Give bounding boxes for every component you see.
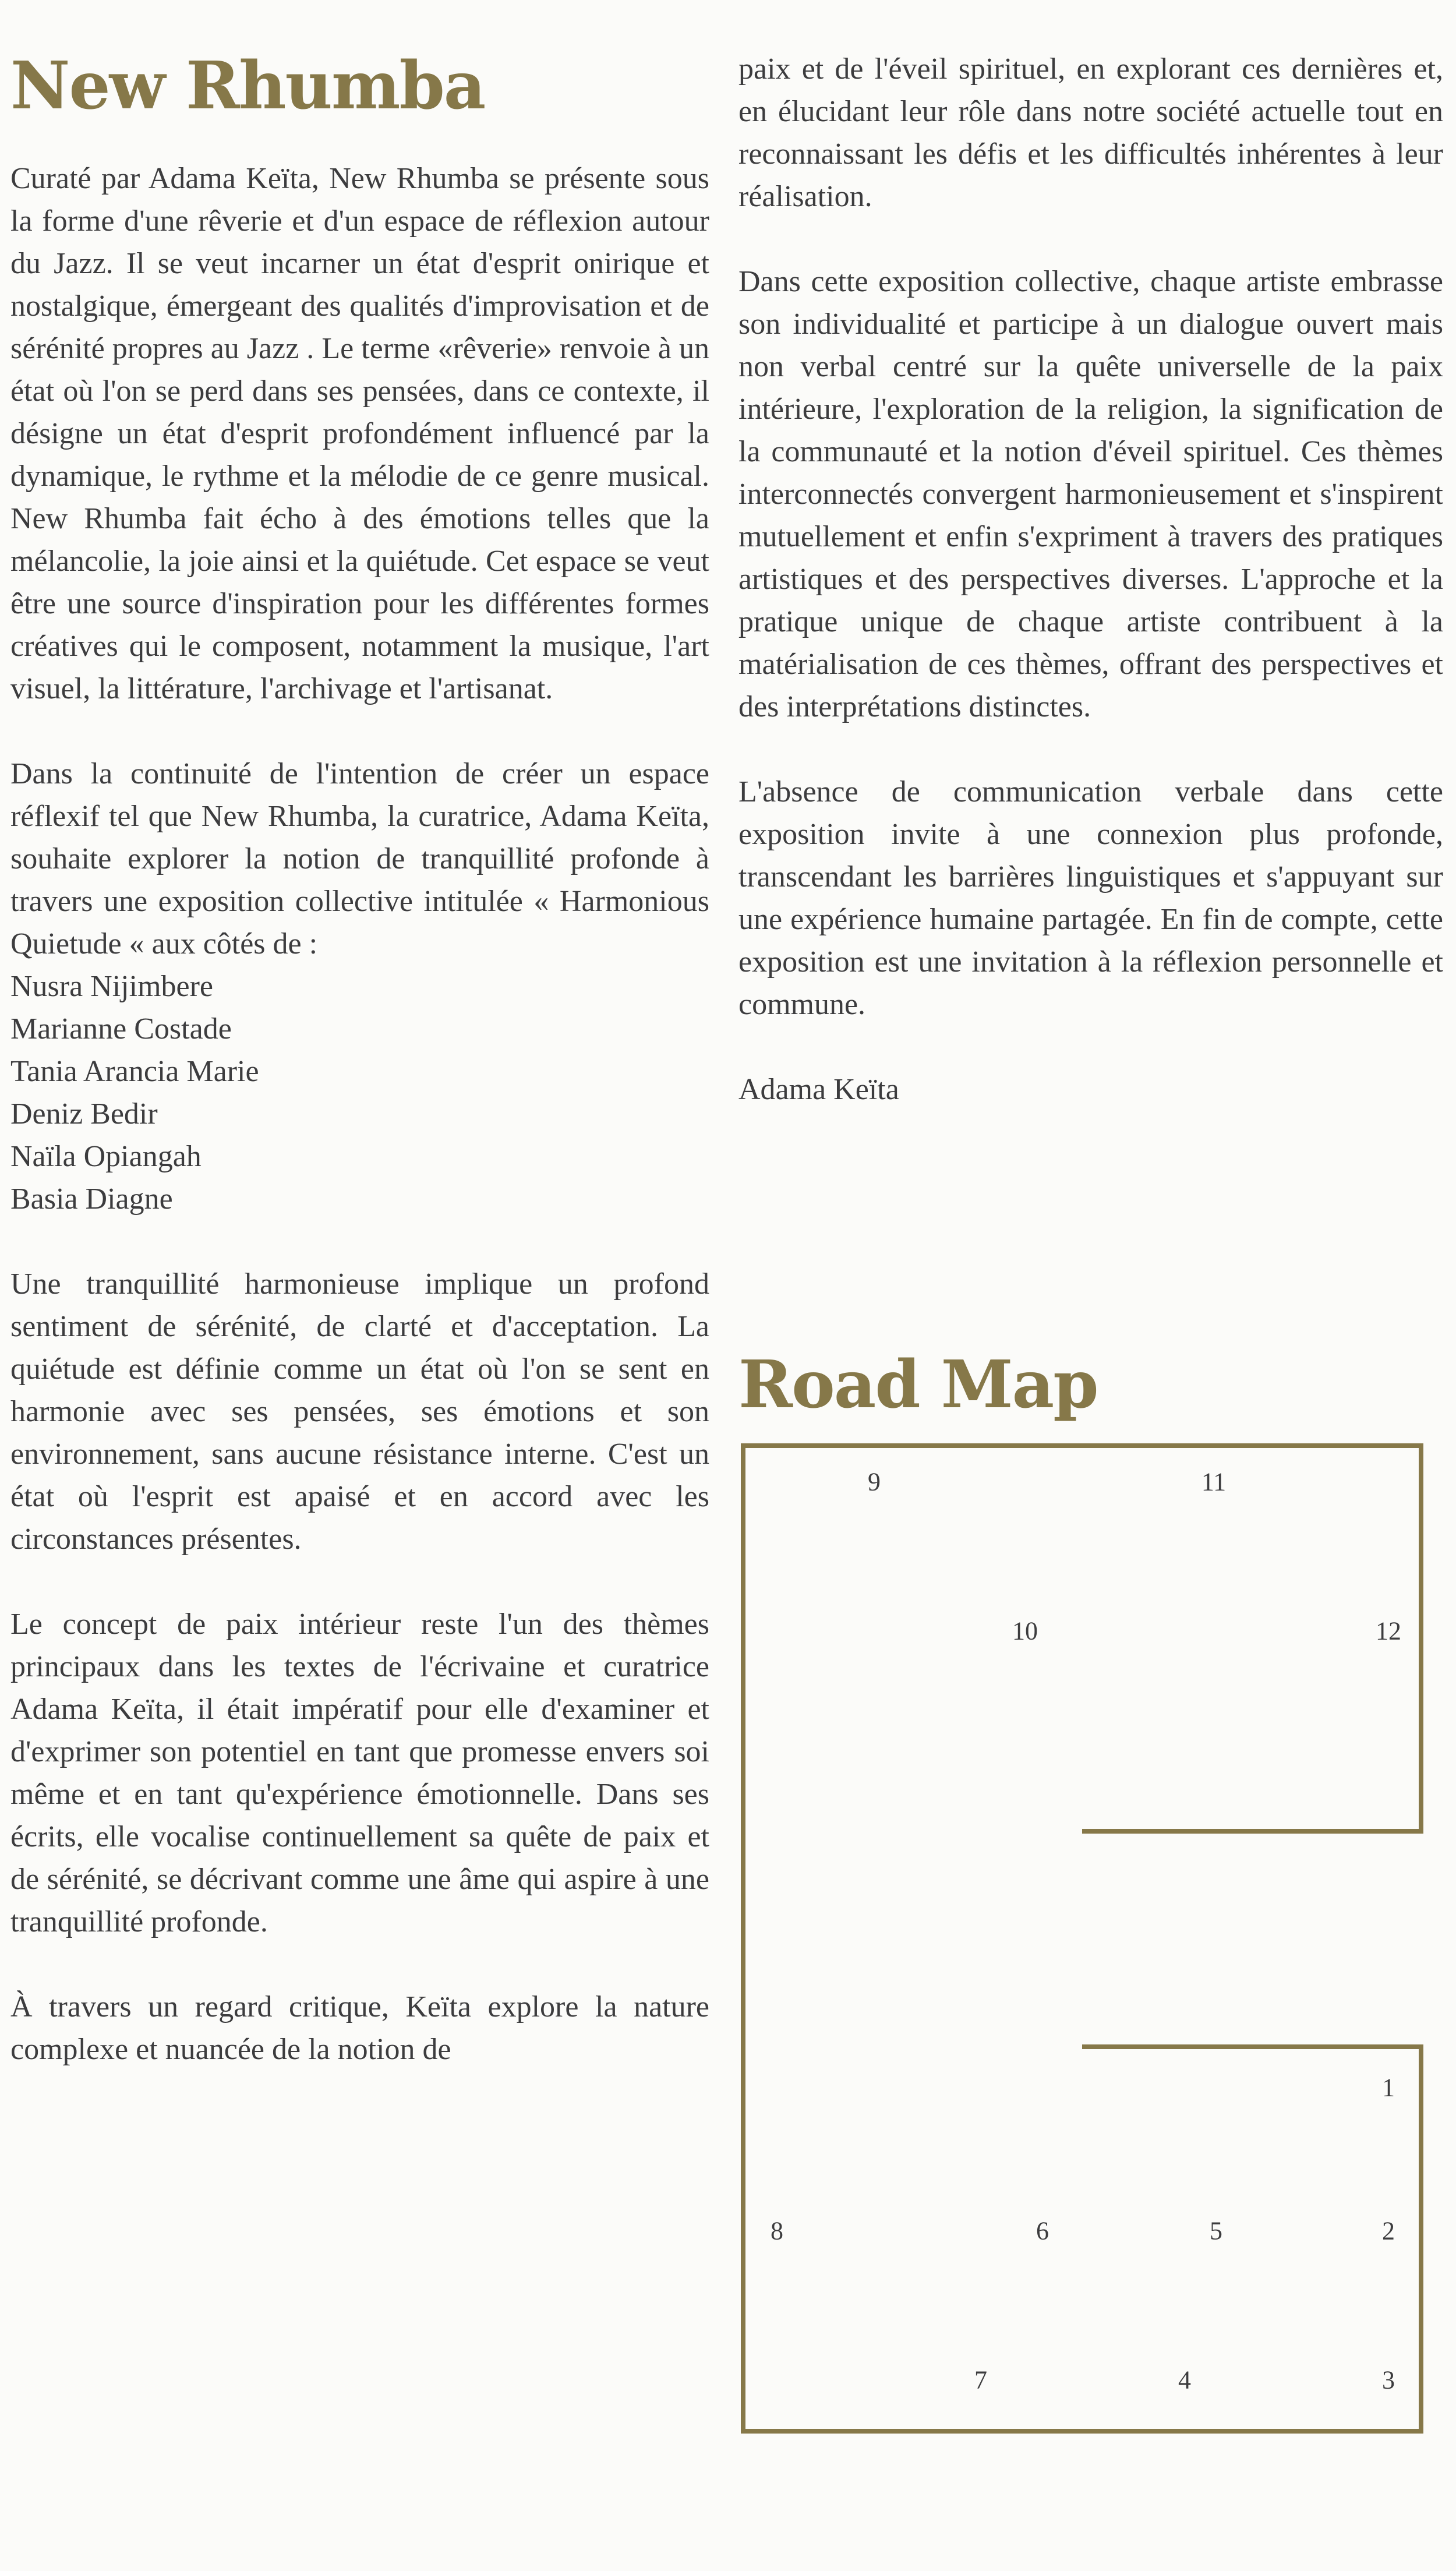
- communication-paragraph: L'absence de communication verbale dans cette exposition invite à une connexion plus profonde, transcendant les barrières linguistiques et s'appuyant sur une expérience humaine partagée. En fin de compte, cette exposition est une invitation à la réflexion personnelle et commune.: [738, 775, 1443, 1021]
- page-title: New Rhumba: [10, 48, 485, 124]
- artist-name: Marianne Costade: [10, 1012, 232, 1046]
- map-stop-1: 1: [1382, 2073, 1395, 2102]
- map-stop-7: 7: [974, 2365, 987, 2395]
- map-stop-3: 3: [1382, 2365, 1395, 2395]
- artist-name: Tania Arancia Marie: [10, 1055, 259, 1088]
- artist-name: Nusra Nijimbere: [10, 970, 214, 1003]
- inner-peace-paragraph: Le concept de paix intérieur reste l'un des thèmes principaux dans les textes de l'écrivaine et curatrice Adama Keïta, il était impératif pour elle d'examiner et d'exprimer son potentiel en tant que promesse envers soi même et en tant qu'expérience émotionnelle. Dans ses écrits, elle vocalise continuellement sa quête de paix et de sérénité, se décrivant comme une âme qui aspire à une tranquillité profonde.: [10, 1608, 709, 1938]
- map-stop-9: 9: [868, 1467, 881, 1496]
- map-stop-11: 11: [1201, 1467, 1227, 1496]
- map-stop-4: 4: [1178, 2365, 1191, 2395]
- artist-name: Naïla Opiangah: [10, 1140, 202, 1173]
- map-stop-12: 12: [1376, 1616, 1401, 1645]
- right-body: [738, 48, 1443, 1111]
- artist-name: Deniz Bedir: [10, 1097, 158, 1131]
- artist-name: Basia Diagne: [10, 1182, 173, 1216]
- map-stop-5: 5: [1210, 2216, 1222, 2245]
- left-body: [10, 157, 709, 2071]
- map-stop-2: 2: [1382, 2216, 1395, 2245]
- critique-paragraph: À travers un regard critique, Keïta explore la nature complexe et nuancée de la notion de: [10, 1990, 709, 2066]
- road-map: [741, 1443, 1425, 2434]
- exhibition-paragraph: Dans la continuité de l'intention de créer un espace réflexif tel que New Rhumba, la curatrice, Adama Keïta, souhaite explorer la notion de tranquillité profonde à travers une exposition collective intitulée « Harmonious Quietude « aux côtés de :: [10, 757, 709, 960]
- continuation-paragraph: paix et de l'éveil spirituel, en explorant ces dernières et, en élucidant leur rôle dans notre société actuelle tout en reconnaissant les défis et les difficultés inhérentes à leur réalisation.: [738, 52, 1443, 213]
- signature: Adama Keïta: [738, 1073, 899, 1106]
- road-map-outline: [741, 1443, 1425, 2434]
- map-stop-10: 10: [1012, 1616, 1038, 1645]
- map-stop-8: 8: [771, 2216, 783, 2245]
- quietude-paragraph: Une tranquillité harmonieuse implique un profond sentiment de sérénité, de clarté et d'acceptation. La quiétude est définie comme un état où l'on se sent en harmonie avec ses pensées, ses émotions et son environnement, sans aucune résistance interne. C'est un état où l'esprit est apaisé et en accord avec les circonstances présentes.: [10, 1267, 709, 1556]
- artist-list: [10, 965, 709, 1220]
- intro-paragraph: Curaté par Adama Keïta, New Rhumba se présente sous la forme d'une rêverie et d'un espace de réflexion autour du Jazz. Il se veut incarner un état d'esprit onirique et nostalgique, émergeant des qualités d'improvisation et de sérénité propres au Jazz . Le terme «rêverie» renvoie à un état où l'on se perd dans ses pensées, dans ce contexte, il désigne un état d'esprit profondément influencé par la dynamique, le rythme et la mélodie de ce genre musical. New Rhumba fait écho à des émotions telles que la mélancolie, la joie ainsi et la quiétude. Cet espace se veut être une source d'inspiration pour les différentes formes créatives qui le composent, notamment la musique, l'art visuel, la littérature, l'archivage et l'artisanat.: [10, 162, 709, 705]
- collective-paragraph: Dans cette exposition collective, chaque artiste embrasse son individualité et participe à un dialogue ouvert mais non verbal centré sur la quête universelle de la paix intérieure, l'exploration de la religion, la signification de la communauté et la notion d'éveil spirituel. Ces thèmes interconnectés convergent harmonieusement et s'inspirent mutuellement et enfin s'expriment à travers des pratiques artistiques et des perspectives diverses. L'approche et la pratique unique de chaque artiste contribuent à la matérialisation de ces thèmes, offrant des perspectives et des interprétations distinctes.: [738, 265, 1443, 723]
- floor-plan-wall: [743, 1446, 1421, 2431]
- map-stop-6: 6: [1036, 2216, 1049, 2245]
- road-map-title: Road Map: [738, 1347, 1098, 1423]
